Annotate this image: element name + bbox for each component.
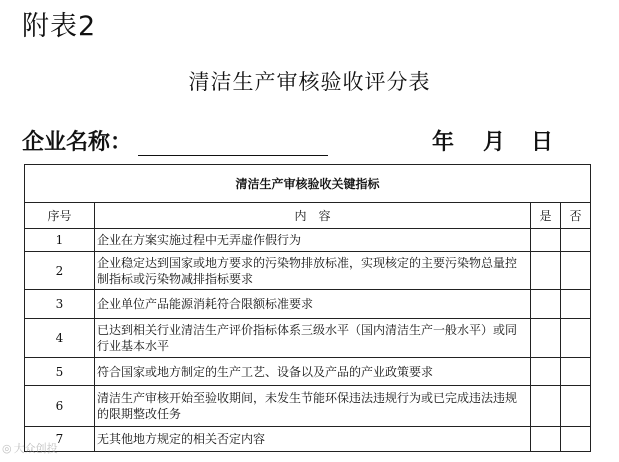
header-yes: 是 — [531, 203, 561, 229]
row-number: 5 — [25, 358, 95, 386]
row-number: 4 — [25, 319, 95, 358]
yes-checkbox-cell[interactable] — [531, 229, 561, 252]
yes-checkbox-cell[interactable] — [531, 290, 561, 319]
company-name-line — [22, 125, 328, 156]
yes-checkbox-cell[interactable] — [531, 427, 561, 452]
row-number: 6 — [25, 386, 95, 427]
table-row — [25, 386, 591, 427]
yes-checkbox-cell[interactable] — [531, 252, 561, 290]
table-row — [25, 358, 591, 386]
header-serial-number: 序号 — [25, 203, 95, 229]
no-checkbox-cell[interactable] — [561, 386, 591, 427]
row-content: 企业稳定达到国家或地方要求的污染物排放标准，实现核定的主要污染物总量控制指标或污染物减排指标要求 — [95, 252, 531, 290]
table-row — [25, 427, 591, 452]
table-caption: 清洁生产审核验收关键指标 — [25, 165, 591, 203]
row-content: 符合国家或地方制定的生产工艺、设备以及产品的产业政策要求 — [95, 358, 531, 386]
row-number: 7 — [25, 427, 95, 452]
table-row — [25, 229, 591, 252]
no-checkbox-cell[interactable] — [561, 319, 591, 358]
table-row — [25, 252, 591, 290]
date-month-label: 月 — [483, 130, 506, 155]
acceptance-indicator-table — [24, 164, 591, 452]
table-caption-row — [25, 165, 591, 203]
no-checkbox-cell[interactable] — [561, 290, 591, 319]
yes-checkbox-cell[interactable] — [531, 358, 561, 386]
no-checkbox-cell[interactable] — [561, 229, 591, 252]
watermark — [2, 440, 58, 456]
no-checkbox-cell[interactable] — [561, 252, 591, 290]
header-content: 内 容 — [95, 203, 531, 229]
date-year-label: 年 — [432, 130, 455, 155]
row-content: 清洁生产审核开始至验收期间，未发生节能环保违法违规行为或已完成违法违规的限期整改任务 — [95, 386, 531, 427]
table-row — [25, 319, 591, 358]
row-content: 企业单位产品能源消耗符合限额标准要求 — [95, 290, 531, 319]
table-row — [25, 290, 591, 319]
no-checkbox-cell[interactable] — [561, 427, 591, 452]
camera-icon: ◎ — [2, 441, 12, 455]
row-number: 1 — [25, 229, 95, 252]
row-content: 企业在方案实施过程中无弄虚作假行为 — [95, 229, 531, 252]
watermark-text: 大众创投 — [13, 442, 58, 455]
no-checkbox-cell[interactable] — [561, 358, 591, 386]
date-day-label: 日 — [531, 130, 554, 155]
document-title: 清洁生产审核验收评分表 — [188, 70, 431, 94]
company-name-blank — [138, 129, 328, 156]
appendix-label: 附表2 — [22, 11, 97, 42]
table-header-row — [25, 203, 591, 229]
yes-checkbox-cell[interactable] — [531, 386, 561, 427]
row-content: 已达到相关行业清洁生产评价指标体系三级水平（国内清洁生产一般水平）或同行业基本水平 — [95, 319, 531, 358]
header-no: 否 — [561, 203, 591, 229]
company-name-label: 企业名称： — [22, 130, 133, 155]
row-number: 2 — [25, 252, 95, 290]
row-number: 3 — [25, 290, 95, 319]
yes-checkbox-cell[interactable] — [531, 319, 561, 358]
row-content: 无其他地方规定的相关否定内容 — [95, 427, 531, 452]
